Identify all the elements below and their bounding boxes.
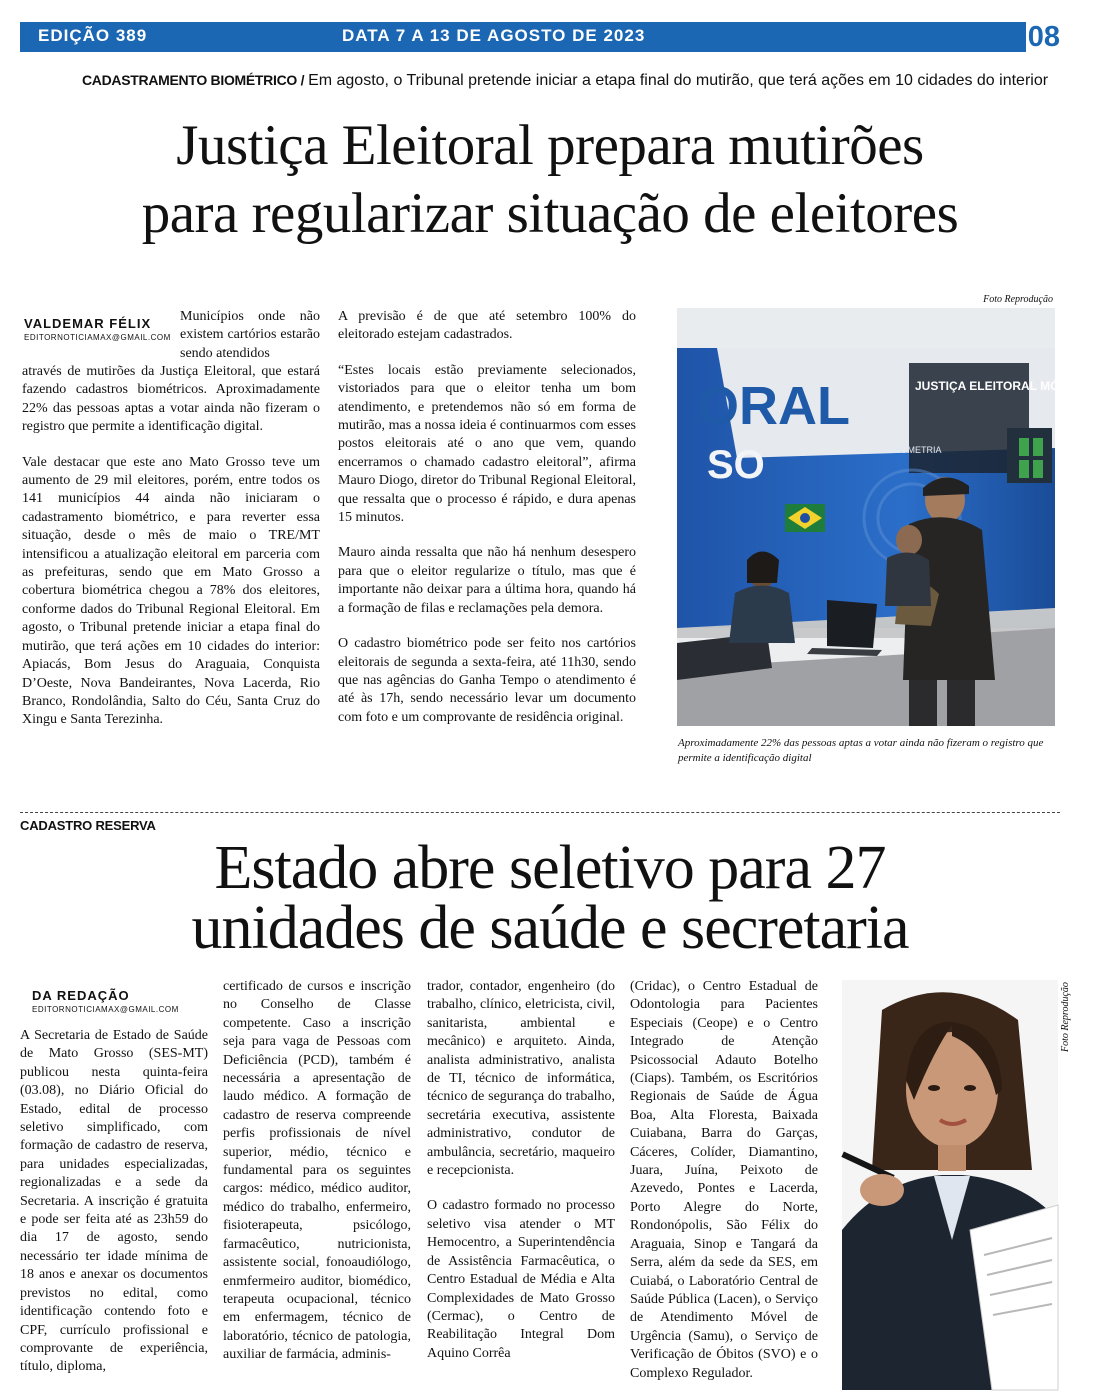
article2-headline-line1: Estado abre seletivo para 27 [214, 834, 886, 902]
article1-col2 [338, 308, 636, 744]
article1-headline [0, 112, 1100, 248]
article1-col1-intro: Municípios onde não existem cartórios estarão sendo atendidos [180, 309, 320, 361]
article2-byline [32, 988, 179, 1014]
article2-photo-credit: Foto Reprodução [1060, 982, 1071, 1052]
flag-icon [785, 504, 825, 532]
bus-lettering-biometria: BIOMETRIA [892, 445, 942, 455]
article1-kicker-tag: CADASTRAMENTO BIOMÉTRICO / [82, 72, 305, 88]
article2-email: EDITORNOTICIAMAX@GMAIL.COM [32, 1005, 179, 1014]
article1-email: EDITORNOTICIAMAX@GMAIL.COM [24, 333, 171, 342]
article1-headline-line2: para regularizar situação de eleitores [141, 182, 959, 245]
article1-photo-credit: Foto Reprodução [983, 294, 1053, 305]
article2-author: DA REDAÇÃO [32, 988, 130, 1003]
section-divider [20, 812, 1060, 813]
article1-author: VALDEMAR FÉLIX [24, 316, 152, 331]
bus-lettering-main: ORAL [697, 376, 850, 436]
article2-col4: (Cridac), o Centro Estadual de Odontologia para Pacientes Especiais (Ceope) e o Centro Integrado de Atenção Psicossocial Adauto Botelho (Ciaps). Também, os Escritórios Regionais de Saúde de Água Boa, Alta Floresta, Baixada Cuiabana, Barra do Garças, Cáceres, Colíder, Diamantino, Juara, Juína, Peixoto de Azevedo, Pontes e Lacerda, Porto Alegre do Norte, Rondonópolis, São Félix do Araguaia, Sinop e Tangará da Serra, além da sede da SES, em Cuiabá, o Laboratório Central de Saúde Pública (Lacen), o Serviço de Atendimento Móvel de Urgência (Samu), o Serviço de Verificação de Óbitos (SVO) e o Complexo Regulador. [630, 979, 818, 1381]
article1-byline [24, 316, 171, 342]
article2-kicker: CADASTRO RESERVA [20, 818, 156, 833]
mobile-electoral-bus-image [677, 308, 1083, 726]
edition-date: DATA 7 A 13 DE AGOSTO DE 2023 [342, 26, 646, 45]
woman-with-document-image [842, 980, 1058, 1390]
article2-col3-p1: trador, contador, engenheiro (do trabalho, clínico, eletricista, civil, sanitarista, ambiental e mecânico) e arquiteto. Ainda, analista administrativo, analista de TI, técnico de informática, técnico de segurança do trabalho, secretária executiva, assistente administrativo, condutor de ambulância, secretário, maqueiro e recepcionista. [427, 979, 615, 1179]
article2-col3 [427, 978, 615, 1380]
article2-headline-line2: unidades de saúde e secretaria [191, 894, 909, 962]
article1-kicker-text: Em agosto, o Tribunal pretende iniciar a etapa final do mutirão, que terá ações em 10 cidades do interior [308, 72, 1049, 89]
page-number: 08 [1027, 21, 1060, 53]
article1-col2-p3: Mauro ainda ressalta que não há nenhum desespero para que o eleitor regularize o título, mas que é importante não deixar para a última hora, quando há a formação de filas e reclamações pela demora. [338, 545, 636, 616]
article2-photo [842, 980, 1058, 1390]
edition-bar [20, 22, 1060, 52]
article1-col2-p1: A previsão é de que até setembro 100% do eleitorado estejam cadastrados. [338, 309, 636, 343]
article1-col2-p4: O cadastro biométrico pode ser feito nos cartórios eleitorais de segunda a sexta-feira, até 11h30, sendo que nas agências do Ganha Tempo o atendimento é até às 17h, sendo necessário levar um documento com foto e um comprovante de residência original. [338, 636, 636, 725]
article1-headline-line1: Justiça Eleitoral prepara mutirões [176, 114, 924, 177]
bus-lettering-sign: JUSTIÇA ELEITORAL MÓVEL [915, 379, 1083, 393]
article1-col1-p1: através de mutirões da Justiça Eleitoral, que estará fazendo cadastros biométricos. Aproximadamente 22% das pessoas aptas a votar ainda não fizeram o registro que permite a identificação digital. [22, 364, 320, 435]
bus-lettering-small: SO [707, 443, 765, 487]
article1-col1-p2: Vale destacar que este ano Mato Grosso teve um aumento de 29 mil eleitores, porém, entre todos os 141 municípios 44 ainda não iniciaram o cadastramento biométrico, e para reverter essa situação, desde o mês de maio o TRE/MT intensificou a atualização eleitoral em parceria com as prefeituras, sendo que em Mato Grosso a cobertura biométrica chegou a 78% dos eleitores, conforme dados do Tribunal Regional Eleitoral. Em agosto, o Tribunal pretende iniciar a etapa final do mutirão, que terá ações em 10 cidades do interior: Apiacás, Bom Jesus do Araguaia, Conquista D’Oeste, Nova Bandeirantes, Nova Lacerda, Rio Branco, Rondolândia, Salto do Céu, Santa Cruz do Xingu e Santa Terezinha. [22, 454, 320, 728]
article1-col2-p2: “Estes locais estão previamente selecionados, vistoriados para que o eleitor tenha um bom atendimento, e pretendemos não só em forma de mutirão, mas a nossa ideia é continuarmos com esses postos eleitorais até o ano que vem, quando encerramos o chamado cadastro eleitoral”, afirma Mauro Diogo, diretor do Tribunal Regional Eleitoral, que ressalta que o processo é rápido, e dura apenas 15 minutos. [338, 362, 636, 526]
article1-photo-caption: Aproximadamente 22% das pessoas aptas a votar ainda não fizeram o registro que permite a identificação digital [678, 737, 1044, 764]
article1-photo [677, 308, 1083, 726]
article2-col1: A Secretaria de Estado de Saúde de Mato Grosso (SES-MT) publicou nesta quinta-feira (03.08), no Diário Oficial do Estado, edital de processo seletivo simplificado, com formação de cadastro de reserva, para unidades especializadas, regionalizadas e a sede da Secretaria. A inscrição é gratuita e pode ser feita até as 23h59 do dia 17 de agosto, sendo necessário ter idade mínima de 18 anos e anexar os documentos previstos no edital, como identificação contendo foto e CPF, currículo profissional e comprovante de experiência, título, diploma, [20, 1028, 208, 1375]
article2-headline [0, 834, 1100, 962]
article1-col1 [22, 363, 320, 747]
article1-kicker [82, 72, 1048, 90]
article2-col3-p2: O cadastro formado no processo seletivo visa atender o MT Hemocentro, a Superintendência de Assistência Farmacêutica, o Centro Estadual de Média e Alta Complexidades de Mato Grosso (Cermac), o Centro de Reabilitação Integral Dom Aquino Corrêa [427, 1198, 615, 1361]
article2-col2: certificado de cursos e inscrição no Conselho de Classe competente. Caso a inscrição seja para vaga de Pessoas com Deficiência (PCD), também é necessária a apresentação de laudo médico. A formação de cadastro de reserva compreende perfis profissionais de nível superior, médio, técnico e fundamental para os seguintes cargos: médico, médico auditor, médico do trabalho, enfermeiro, fisioterapeuta, psicólogo, farmacêutico, nutricionista, assistente social, fonoaudiólogo, enmfermeiro auditor, biomédico, terapeuta ocupacional, técnico em enfermagem, técnico de laboratório, técnico de patologia, auxiliar de farmácia, adminis- [223, 979, 411, 1363]
edition-number: EDIÇÃO 389 [38, 26, 148, 45]
